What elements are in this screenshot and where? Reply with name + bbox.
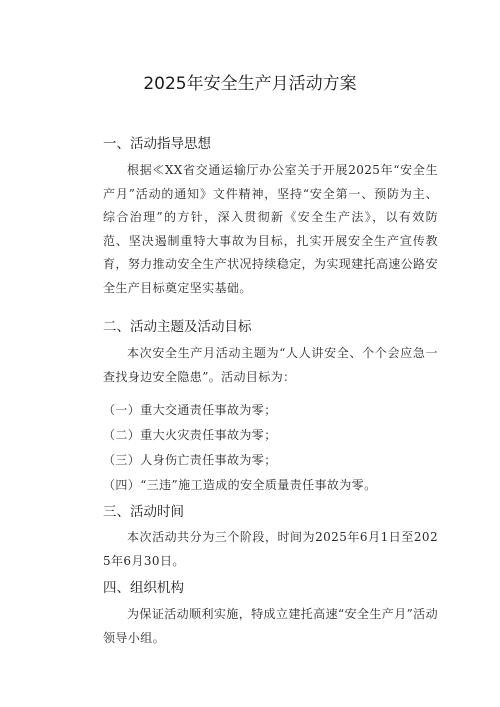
section-heading-guiding-ideology: 一、活动指导思想: [103, 136, 211, 152]
section-paragraph-organization: 为保证活动顺利实施，特成立建托高速“安全生产月”活动领导小组。: [103, 607, 438, 645]
document-title: 2025年安全生产月活动方案: [143, 74, 357, 94]
section-paragraph-guiding-ideology: 根据≪XX省交通运输厅办公室关于开展2025年“安全生产月”活动的通知》文件精神，坚持“安全第一、预防为主、综合治理”的方针，深入贯彻新《安全生产法》，以有效防范、坚决遏制重特大事故为目标，扎实开展安全生产宣传教育，努力推动安全生产状况持续稳定，为实现建托高速公路安全生产目标奠定坚实基础。: [103, 163, 438, 295]
goal-item: （一）重大交通责任事故为零；: [103, 403, 277, 417]
section-heading-theme-goals: 二、活动主题及活动目标: [103, 319, 252, 335]
section-heading-activity-time: 三、活动时间: [103, 504, 184, 520]
goal-item: （三）人身伤亡责任事故为零；: [103, 453, 277, 467]
section-paragraph-theme-goals: 本次安全生产月活动主题为“人人讲安全、个个会应急一查找身边安全隐患”。活动目标为：: [103, 346, 438, 384]
goal-item: （二）重大火灾责任事故为零；: [103, 428, 277, 442]
goal-item: （四）“三违”施工造成的安全质量责任事故为零。: [103, 478, 377, 492]
section-paragraph-activity-time: 本次活动共分为三个阶段，时间为2025年6月1日至2025年6月30日。: [103, 530, 438, 568]
section-heading-organization: 四、组织机构: [103, 580, 184, 596]
